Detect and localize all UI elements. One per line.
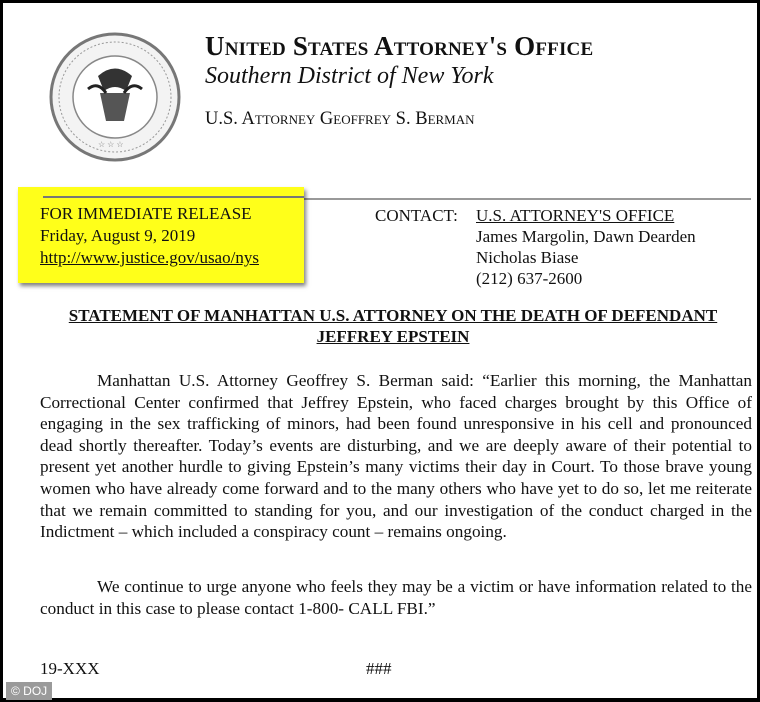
paragraph-1-text: Manhattan U.S. Attorney Geoffrey S. Berman said: “Earlier this morning, the Manhattan Correctional Center confirmed that Jeffrey Epstein, who faced charges brought by this Office of engaging in the sex trafficking of minors, had been found unresponsive in his cell and pronounced dead shortly thereafter. Today’s events are disturbing, and we are deeply aware of their potential to present yet another hurdle to giving Epstein’s many victims their day in Court. To those brave young women who have already come forward and to the many others who have yet to do so, let me reiterate that we remain committed to standing for you, and our investigation of the conduct charged in the Indictment – which included a conspiracy count – remains ongoing. (40, 371, 752, 542)
contact-phone: (212) 637-2600 (476, 269, 583, 288)
district-subtitle: Southern District of New York (205, 63, 494, 89)
press-release-document (3, 3, 757, 698)
contact-names-2: Nicholas Biase (476, 248, 579, 267)
office-title: United States Attorney's Office (205, 31, 594, 61)
heading-line-1: STATEMENT OF MANHATTAN U.S. ATTORNEY ON THE DEATH OF DEFENDANT (68, 306, 718, 325)
release-label: FOR IMMEDIATE RELEASE (40, 204, 252, 223)
statement-heading (33, 305, 753, 347)
statement-paragraph-1 (40, 370, 752, 543)
end-mark: ### (366, 659, 392, 678)
contact-label: CONTACT: (375, 206, 458, 225)
image-credit: © DOJ (6, 682, 52, 700)
heading-line-2: JEFFREY EPSTEIN (316, 327, 470, 346)
release-number: 19-XXX (40, 659, 100, 678)
svg-text:☆ ☆ ☆: ☆ ☆ ☆ (98, 140, 124, 149)
attorney-name: U.S. Attorney Geoffrey S. Berman (205, 109, 475, 129)
doj-seal-logo (48, 31, 183, 163)
release-url-link[interactable]: http://www.justice.gov/usao/nys (40, 248, 259, 267)
contact-names: James Margolin, Dawn Dearden (476, 227, 696, 246)
statement-paragraph-2 (40, 576, 752, 619)
release-date: Friday, August 9, 2019 (40, 226, 196, 245)
contact-office: U.S. ATTORNEY'S OFFICE (476, 206, 675, 225)
paragraph-2-text: We continue to urge anyone who feels they may be a victim or have information related to the conduct in this case to please contact 1-800- CALL FBI.” (40, 577, 752, 618)
highlight-divider (43, 196, 304, 198)
